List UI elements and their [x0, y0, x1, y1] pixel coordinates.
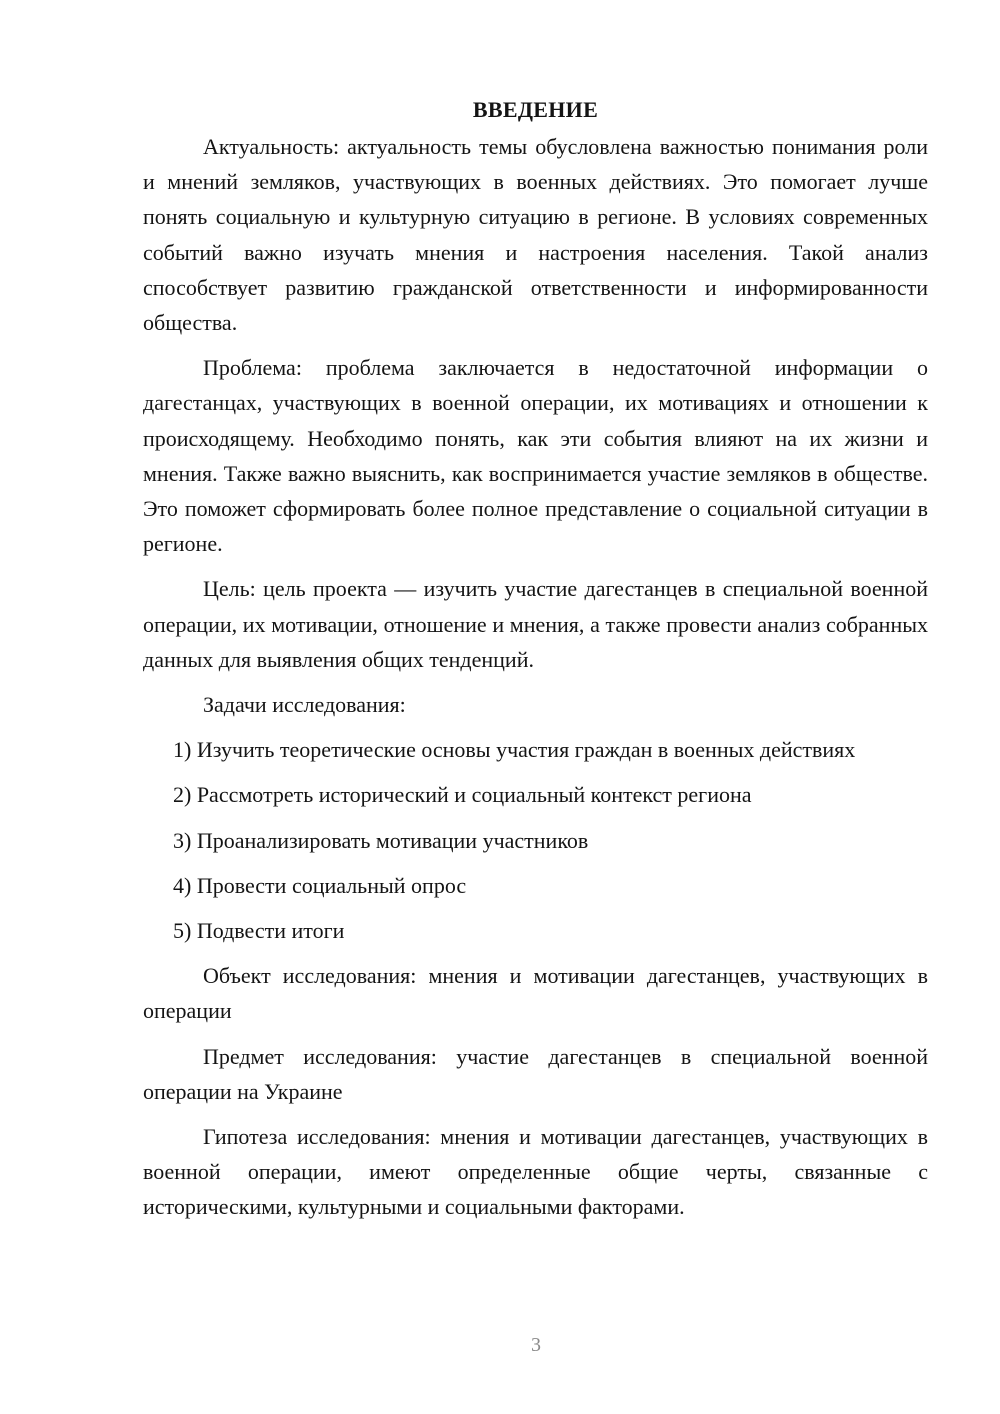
tasks-list — [143, 732, 928, 948]
problem-paragraph: Проблема: проблема заключается в недостаточной информации о дагестанцах, участвующих в военной операции, их мотивациях и отношении к происходящему. Необходимо понять, как эти события влияют на их жизни и мнения. Также важно выяснить, как воспринимается участие земляков в обществе. Это поможет сформировать более полное представление о социальной ситуации в регионе. — [143, 355, 928, 557]
document-body — [143, 92, 928, 1235]
task-item: 4) Провести социальный опрос — [173, 872, 467, 898]
task-item: 3) Проанализировать мотивации участников — [173, 827, 589, 853]
tasks-title: Задачи исследования: — [203, 692, 406, 718]
subject-paragraph: Предмет исследования: участие дагестанцев в специальной военной операции на Украине — [143, 1043, 928, 1104]
task-item: 2) Рассмотреть исторический и социальный контекст региона — [173, 782, 752, 808]
goal-paragraph: Цель: цель проекта — изучить участие дагестанцев в специальной военной операции, их мотивации, отношение и мнения, а также провести анализ собранных данных для выявления общих тенденций. — [143, 576, 928, 672]
section-heading: ВВЕДЕНИЕ — [472, 97, 599, 122]
hypothesis-paragraph: Гипотеза исследования: мнения и мотивации дагестанцев, участвующих в военной операции, имеют определенные общие черты, связанные с историческими, культурными и социальными факторами. — [143, 1124, 928, 1220]
task-item: 5) Подвести итоги — [173, 918, 345, 944]
task-item: 1) Изучить теоретические основы участия граждан в военных действиях — [173, 737, 856, 763]
object-paragraph: Объект исследования: мнения и мотивации дагестанцев, участвующих в операции — [143, 963, 928, 1024]
relevance-paragraph: Актуальность: актуальность темы обусловлена важностью понимания роли и мнений земляков, участвующих в военных действиях. Это помогает лучше понять социальную и культурную ситуацию в регионе. В условиях современных событий важно изучать мнения и настроения населения. Такой анализ способствует развитию гражданской ответственности и информированности общества. — [143, 134, 928, 336]
page-number: 3 — [531, 1334, 541, 1356]
